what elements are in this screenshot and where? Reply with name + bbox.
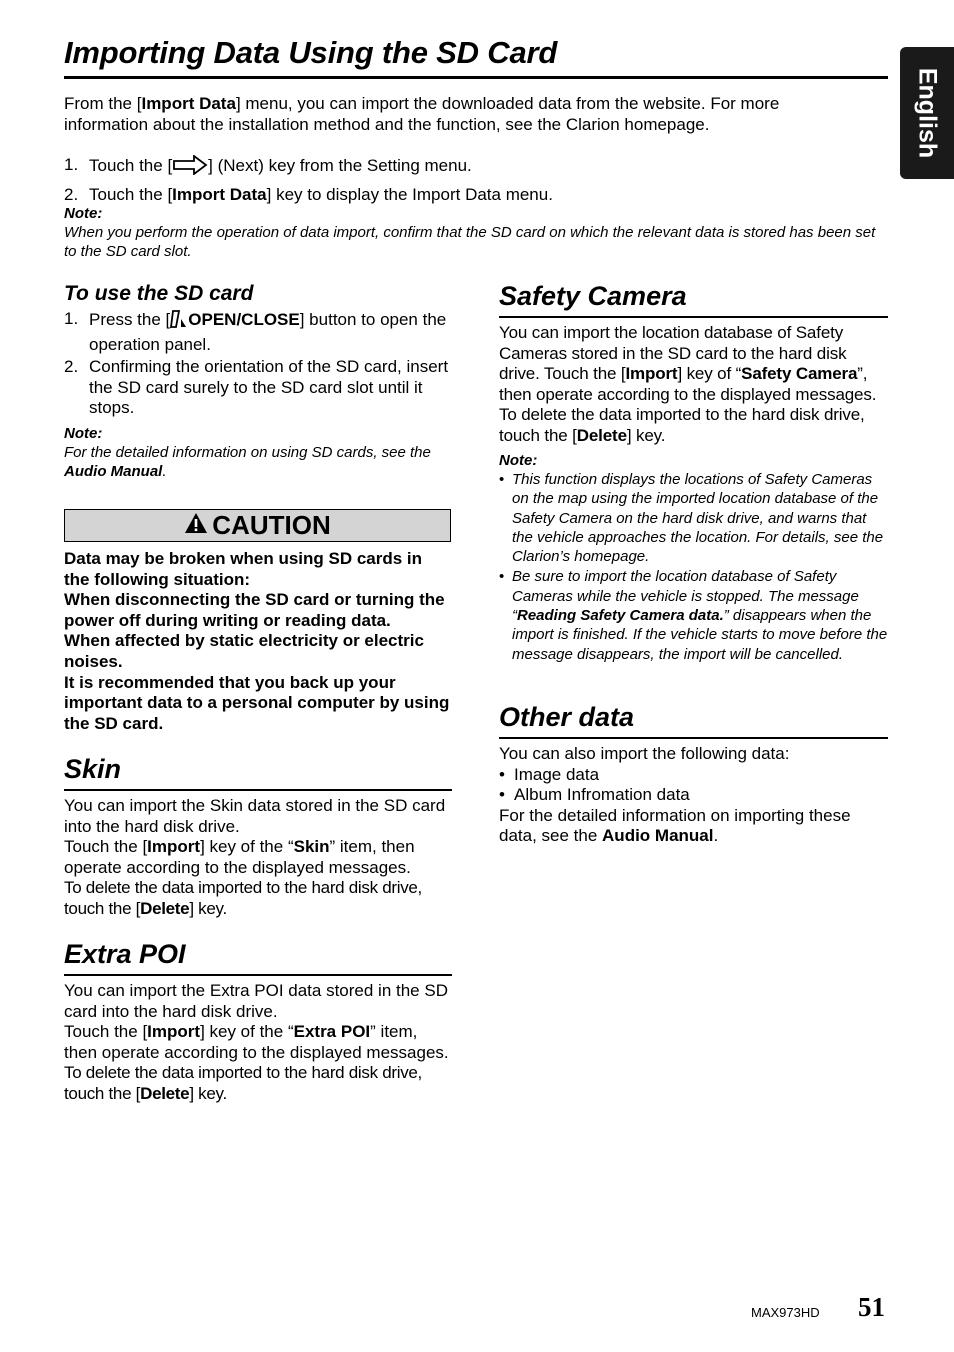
- step-text: Press the [: [89, 310, 171, 329]
- step-number: 1.: [64, 155, 79, 174]
- arrow-right-icon: [172, 155, 208, 181]
- step-text: ] key to display the Import Data menu.: [266, 184, 553, 204]
- step-number: 2.: [64, 357, 79, 376]
- step-text: Touch the [: [89, 184, 173, 204]
- note-text: When you perform the operation of data import, confirm that the SD card on which the relevant data is stored has been set to the SD card slot.: [64, 224, 876, 261]
- sd-card-heading: To use the SD card: [64, 282, 254, 305]
- page-number: 51: [858, 1292, 885, 1322]
- skin-text: To delete the data imported to the hard disk drive, touch the [Delete] key.: [64, 878, 422, 918]
- step-number: 1.: [64, 309, 79, 328]
- step-number: 2.: [64, 184, 79, 204]
- intro-text: ] menu, you can import the downloaded data from the website. For more information about the installation method and the function, see the Clarion homepage.: [64, 94, 780, 134]
- other-data-intro: You can also import the following data:: [499, 744, 790, 763]
- sd-card-section: [64, 280, 452, 481]
- audio-manual-ref: Audio Manual: [64, 462, 163, 480]
- sd-card-note: [64, 443, 452, 482]
- bullet-marker: •: [499, 568, 505, 586]
- sd-card-step-2: [64, 357, 452, 419]
- setup-step-2: [64, 185, 864, 206]
- extra-poi-text: To delete the data imported to the hard disk drive, touch the [Delete] key.: [64, 1063, 422, 1103]
- extra-poi-text: Touch the [Import] key of the “Extra POI” item, then operate according to the displayed messages.: [64, 1022, 449, 1062]
- sd-card-steps: [64, 309, 452, 419]
- setup-steps: [64, 155, 864, 205]
- caution-label: CAUTION: [212, 510, 331, 540]
- note-label: Note:: [64, 205, 103, 222]
- safety-camera-heading: Safety Camera: [499, 277, 888, 318]
- other-data-list: [499, 765, 888, 806]
- intro-text: From the [: [64, 94, 142, 113]
- warning-triangle-icon: [184, 512, 208, 539]
- setup-step-1: [64, 155, 864, 181]
- sd-card-step-1: [64, 309, 452, 355]
- note-bullet: • Be sure to import the location database of Safety Cameras while the vehicle is stopped. The message “Reading Safety Camera data.” disappears when the import is finished. If the vehicle starts to move before the message disappears, the import will be cancelled.: [499, 568, 888, 663]
- safety-camera-notes: [499, 470, 888, 664]
- step-text: Confirming the orientation of the SD card, insert the SD card surely to the SD card slot until it stops.: [89, 357, 449, 417]
- note-text: For the detailed information on using SD cards, see the: [64, 443, 431, 461]
- caution-line: It is recommended that you back up your important data to a personal computer by using the SD card.: [64, 672, 450, 733]
- open-close-icon: [170, 309, 188, 335]
- bullet-marker: •: [499, 471, 505, 488]
- step-text: ] button to open the operation panel.: [89, 310, 447, 354]
- step-text: ] (Next) key from the Setting menu.: [208, 156, 472, 175]
- caution-banner: [64, 509, 451, 542]
- caution-line: Data may be broken when using SD cards in the following situation:: [64, 549, 423, 589]
- note-block: [64, 204, 888, 262]
- extra-poi-text: You can import the Extra POI data stored in the SD card into the hard disk drive.: [64, 981, 448, 1021]
- caution-line: When disconnecting the SD card or turning the power off during writing or reading data.: [64, 590, 445, 630]
- other-data-heading: Other data: [499, 698, 888, 739]
- note-text: This function displays the locations of Safety Cameras on the map using the imported location database of the Safety Camera on the hard disk drive, and warns that the vehicle approaches the location. For details, see the Clarion’s homepage.: [512, 471, 884, 566]
- step-import-data: Import Data: [172, 184, 267, 204]
- skin-section: [64, 750, 452, 919]
- caution-line: When affected by static electricity or electric noises.: [64, 631, 424, 671]
- list-item: • Image data: [499, 764, 600, 784]
- step-text: Touch the [: [89, 156, 173, 175]
- note-label: Note:: [499, 452, 538, 469]
- open-close-label: OPEN/CLOSE: [188, 310, 300, 329]
- intro-paragraph: [64, 94, 864, 135]
- note-label: Note:: [64, 424, 103, 442]
- model-number: MAX973HD: [751, 1305, 820, 1320]
- safety-camera-section: [499, 277, 888, 664]
- caution-text: [64, 549, 452, 734]
- other-data-section: [499, 698, 888, 847]
- page-title: Importing Data Using the SD Card: [64, 30, 888, 79]
- list-item: • Album Infromation data: [499, 785, 690, 804]
- language-tab-label: English: [913, 67, 942, 159]
- skin-body: [64, 796, 452, 919]
- other-data-text: For the detailed information on importing these data, see the Audio Manual.: [499, 805, 851, 845]
- language-tab: [900, 47, 954, 179]
- extra-poi-heading: Extra POI: [64, 935, 452, 976]
- other-data-body: [499, 744, 888, 847]
- extra-poi-section: [64, 935, 452, 1104]
- skin-text: Touch the [Import] key of the “Skin” item, then operate according to the displayed messages.: [64, 837, 415, 877]
- note-bullet: [499, 470, 888, 566]
- safety-camera-body: You can import the location database of Safety Cameras stored in the SD card to the hard disk drive. Touch the [Import] key of “Safety Camera”, then operate according to the displayed messages. To delete the data imported to the hard disk drive, touch the [Delete] key.: [499, 323, 877, 445]
- note-text: .: [162, 462, 167, 480]
- intro-import-data: Import Data: [141, 94, 236, 113]
- extra-poi-body: [64, 981, 452, 1104]
- skin-heading: Skin: [64, 750, 452, 791]
- skin-text: You can import the Skin data stored in the SD card into the hard disk drive.: [64, 796, 446, 836]
